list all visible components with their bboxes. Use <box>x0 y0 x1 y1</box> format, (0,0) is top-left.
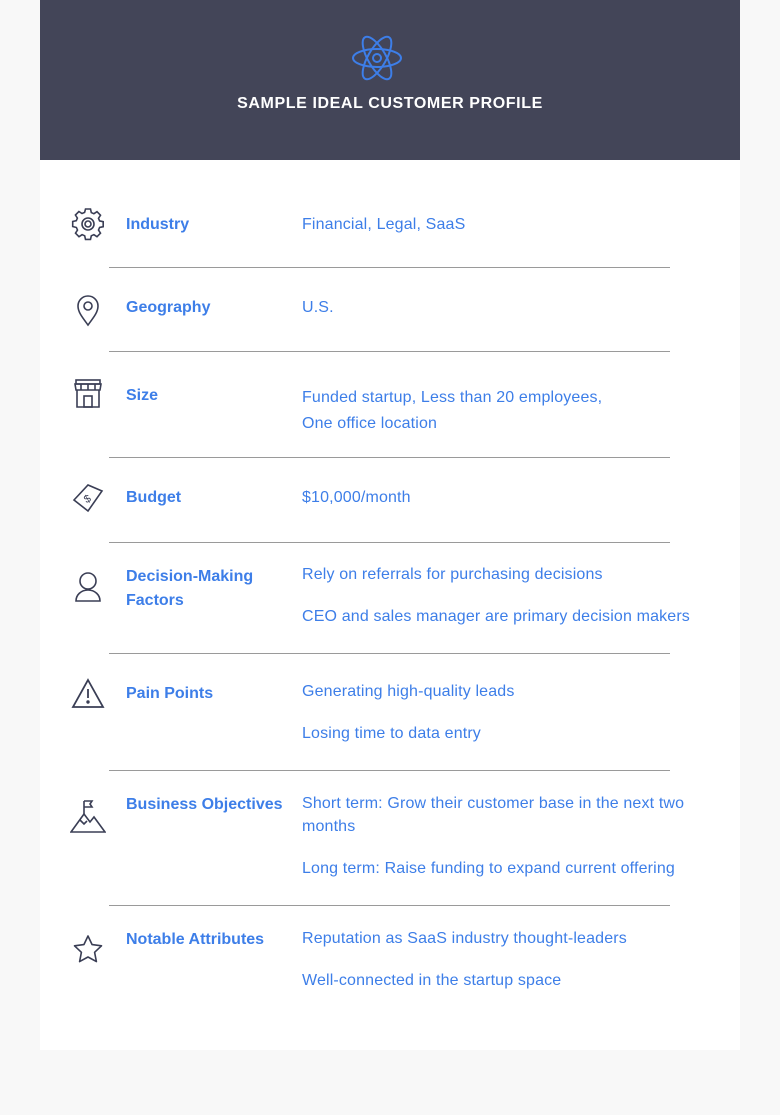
page-title: SAMPLE IDEAL CUSTOMER PROFILE <box>237 95 543 112</box>
atom-icon <box>351 30 403 86</box>
row-value: Reputation as SaaS industry thought-leaders <box>302 930 627 947</box>
row-value: U.S. <box>302 299 334 316</box>
row-value: CEO and sales manager are primary decision makers <box>302 608 690 625</box>
row-value: Short term: Grow their customer base in the next two months <box>302 795 685 835</box>
row-label: Pain Points <box>126 685 214 702</box>
row-value: $10,000/month <box>302 489 411 506</box>
profile-card <box>40 0 740 1050</box>
row-value: Rely on referrals for purchasing decisions <box>302 566 603 583</box>
divider <box>109 653 670 654</box>
storefront-icon <box>70 376 106 412</box>
person-icon <box>70 568 106 604</box>
money-icon <box>70 480 106 516</box>
divider <box>109 351 670 352</box>
gear-icon <box>70 206 106 242</box>
row-label: Business Objectives <box>126 796 283 813</box>
divider <box>109 905 670 906</box>
divider <box>109 457 670 458</box>
star-icon <box>70 932 106 968</box>
row-value: Losing time to data entry <box>302 725 481 742</box>
warning-icon <box>70 676 106 712</box>
row-label: Decision-Making Factors <box>126 568 254 609</box>
row-value: Long term: Raise funding to expand current offering <box>302 860 675 877</box>
row-label: Industry <box>126 216 190 233</box>
row-label: Geography <box>126 299 211 316</box>
row-value: Funded startup, Less than 20 employees, One office location <box>302 389 603 432</box>
row-value: Generating high-quality leads <box>302 683 515 700</box>
row-value: Well-connected in the startup space <box>302 972 562 989</box>
mountain-flag-icon <box>70 798 106 834</box>
row-label: Size <box>126 387 159 404</box>
divider <box>109 267 670 268</box>
divider <box>109 542 670 543</box>
header-banner <box>40 0 740 160</box>
divider <box>109 770 670 771</box>
location-pin-icon <box>70 292 106 328</box>
row-value: Financial, Legal, SaaS <box>302 216 466 233</box>
row-label: Notable Attributes <box>126 931 265 948</box>
svg-text:$: $ <box>82 492 94 507</box>
row-label: Budget <box>126 489 182 506</box>
